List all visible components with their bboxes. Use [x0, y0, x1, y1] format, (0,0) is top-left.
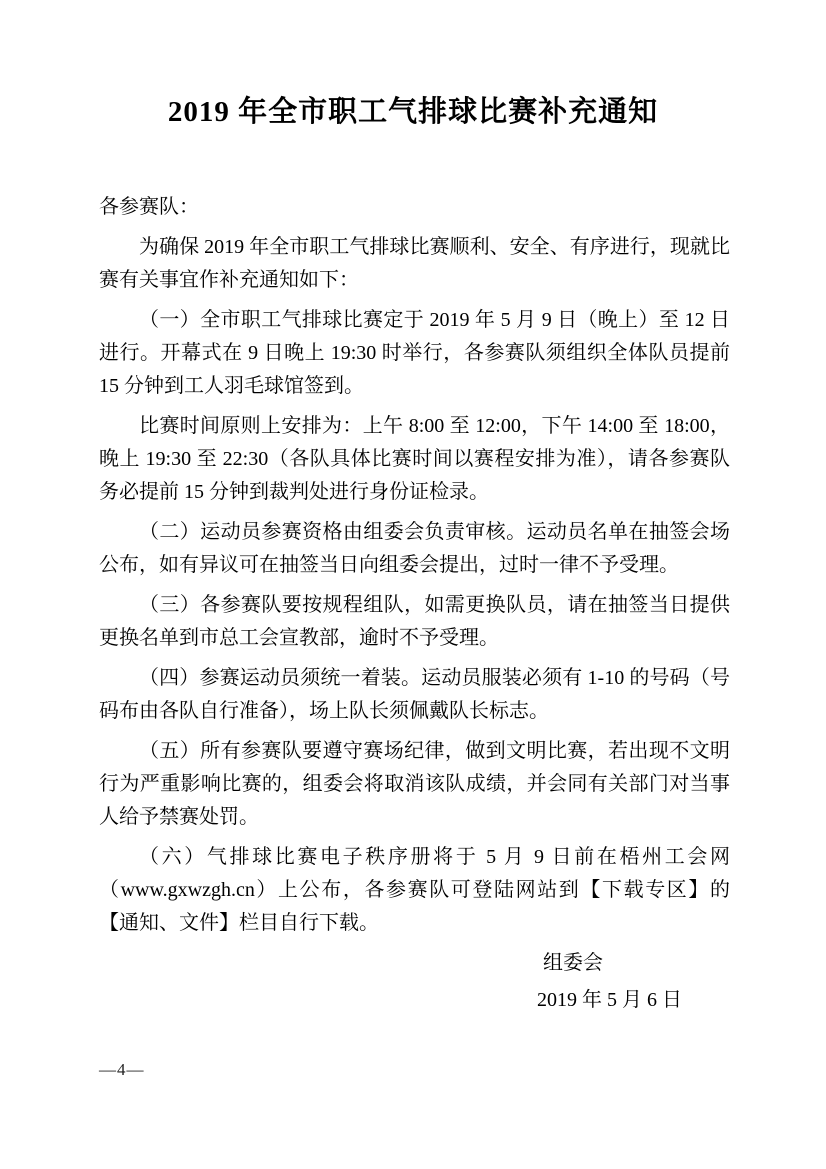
- paragraph-item-5: （五）所有参赛队要遵守赛场纪律，做到文明比赛，若出现不文明行为严重影响比赛的，组委会将取消该队成绩，并会同有关部门对当事人给予禁赛处罚。: [99, 740, 730, 828]
- signature-date: 2019 年 5 月 6 日: [537, 989, 682, 1011]
- paragraph-item-3: （三）各参赛队要按规程组队，如需更换队员，请在抽签当日提供更换名单到市总工会宣教部，逾时不予受理。: [99, 594, 730, 649]
- document-title: 2019 年全市职工气排球比赛补充通知: [167, 96, 659, 128]
- page-number: —4—: [99, 1060, 145, 1079]
- paragraph-item-1: （一）全市职工气排球比赛定于 2019 年 5 月 9 日（晚上）至 12 日进行。开幕式在 9 日晚上 19:30 时举行，各参赛队须组织全体队员提前 15 分钟到工人羽毛球馆签到。: [99, 309, 730, 397]
- paragraph-schedule: 比赛时间原则上安排为：上午 8:00 至 12:00，下午 14:00 至 18:00，晚上 19:30 至 22:30（各队具体比赛时间以赛程安排为准），请各参赛队务必提前 15 分钟到裁判处进行身份证检录。: [99, 415, 730, 503]
- paragraph-item-6: （六）气排球比赛电子秩序册将于 5 月 9 日前在梧州工会网（www.gxwzgh.cn）上公布，各参赛队可登陆网站到【下载专区】的【通知、文件】栏目自行下载。: [99, 846, 730, 934]
- document-body: [99, 191, 730, 1017]
- paragraph-item-2: （二）运动员参赛资格由组委会负责审核。运动员名单在抽签会场公布，如有异议可在抽签当日向组委会提出，过时一律不予受理。: [99, 521, 730, 576]
- paragraph-item-4: （四）参赛运动员须统一着装。运动员服装必须有 1-10 的号码（号码布由各队自行准备），场上队长须佩戴队长标志。: [99, 667, 730, 722]
- salutation: 各参赛队：: [99, 196, 199, 218]
- signature-signer: 组委会: [543, 952, 603, 974]
- paragraph-intro: 为确保 2019 年全市职工气排球比赛顺利、安全、有序进行，现就比赛有关事宜作补充通知如下：: [99, 236, 730, 291]
- signature-block: [99, 947, 730, 1017]
